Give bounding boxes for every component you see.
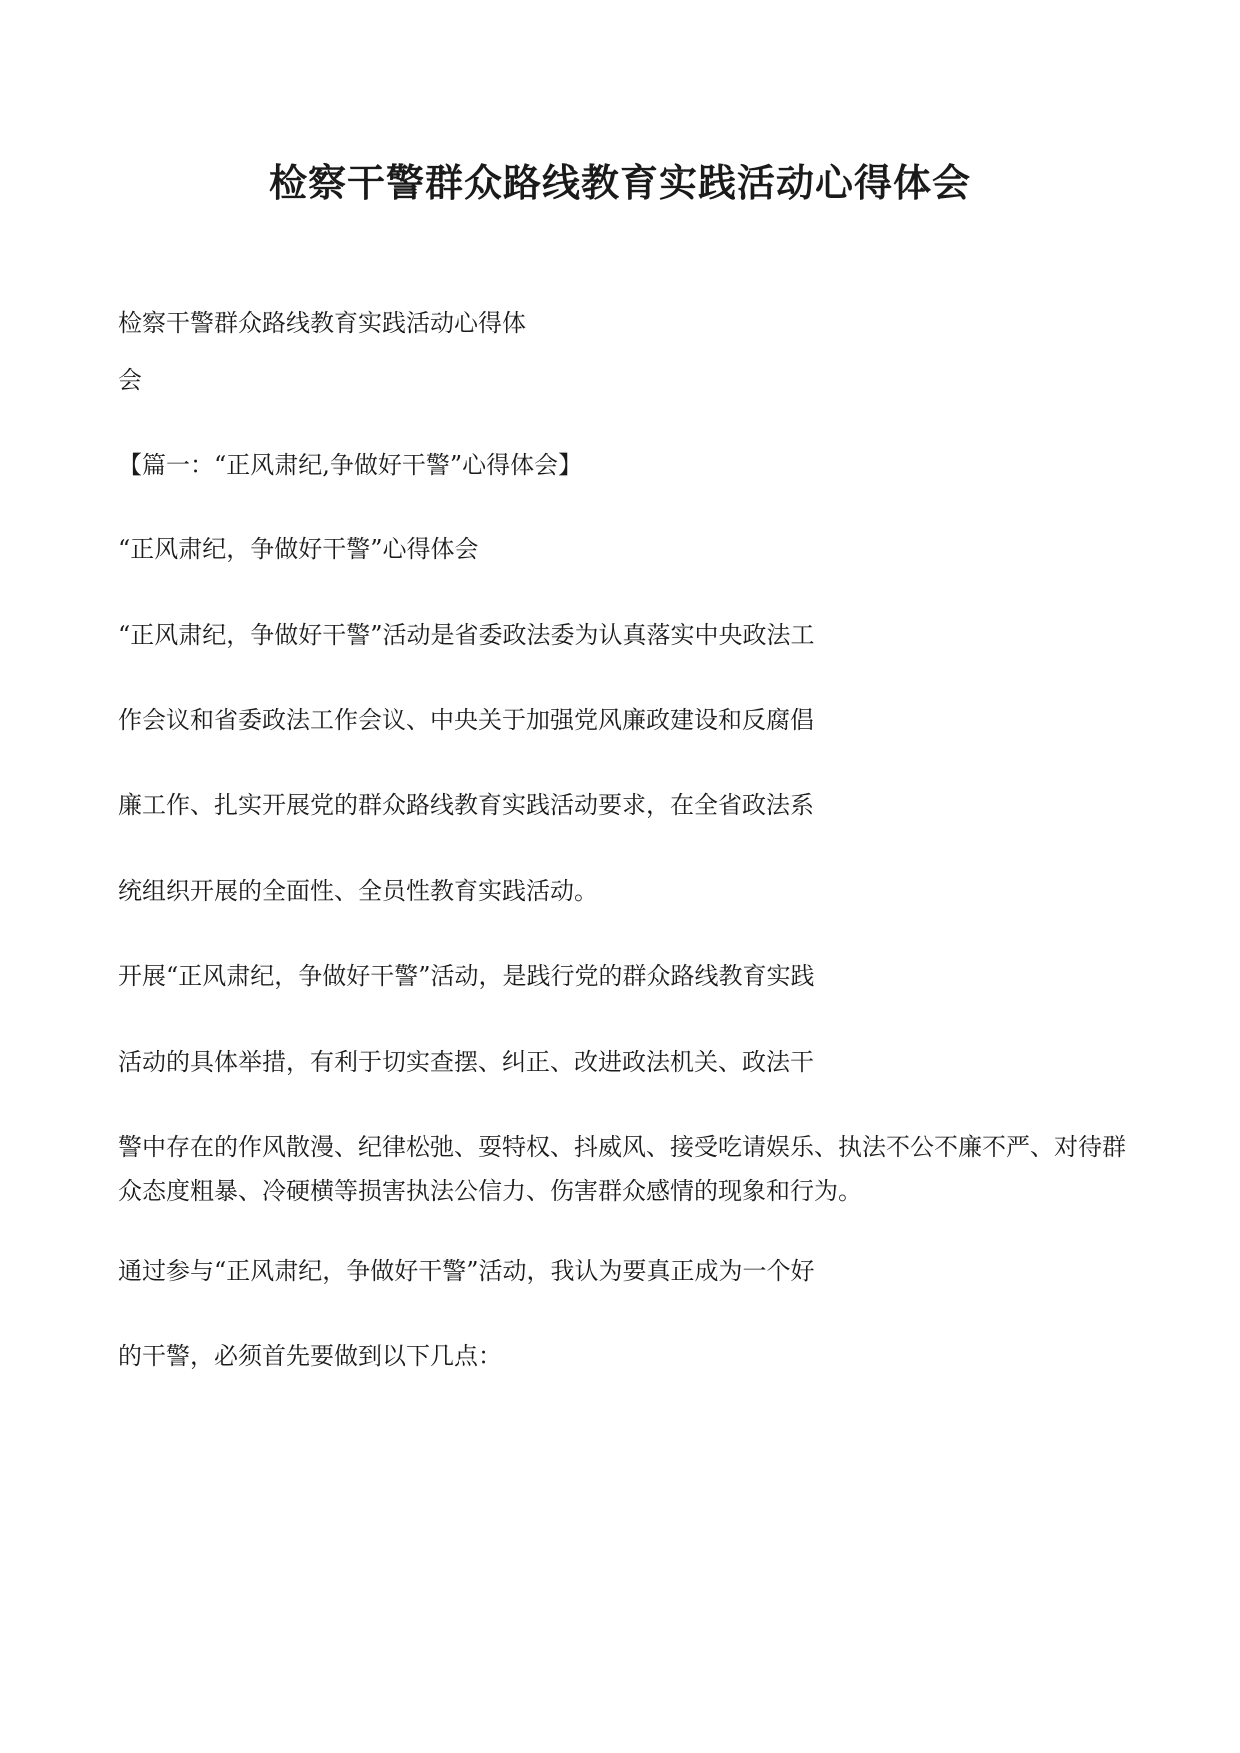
section-heading: 【篇一：“正风肃纪,争做好干警”心得体会】 <box>118 451 583 479</box>
body-line: 廉工作、扎实开展党的群众路线教育实践活动要求，在全省政法系 <box>118 791 814 819</box>
body-line: 活动的具体举措，有利于切实查摆、纠正、改进政法机关、政法干 <box>118 1048 814 1076</box>
body-paragraph: 警中存在的作风散漫、纪律松弛、耍特权、抖威风、接受吃请娱乐、执法不公不廉不严、对待群众态度粗暴、冷硬横等损害执法公信力、伤害群众感情的现象和行为。 <box>118 1133 1126 1205</box>
body-line: “正风肃纪，争做好干警”心得体会 <box>118 535 479 563</box>
body-line: 作会议和省委政法工作会议、中央关于加强党风廉政建设和反腐倡 <box>118 706 814 734</box>
body-line: 检察干警群众路线教育实践活动心得体 <box>118 309 526 337</box>
body-line: 的干警，必须首先要做到以下几点： <box>118 1342 502 1370</box>
body-line: 通过参与“正风肃纪，争做好干警”活动，我认为要真正成为一个好 <box>118 1257 815 1285</box>
document-title: 检察干警群众路线教育实践活动心得体会 <box>268 160 971 205</box>
body-line: 会 <box>118 366 142 394</box>
body-line: 开展“正风肃纪，争做好干警”活动，是践行党的群众路线教育实践 <box>118 962 815 990</box>
body-line: “正风肃纪，争做好干警”活动是省委政法委为认真落实中央政法工 <box>118 621 815 649</box>
body-line: 统组织开展的全面性、全员性教育实践活动。 <box>118 877 598 905</box>
